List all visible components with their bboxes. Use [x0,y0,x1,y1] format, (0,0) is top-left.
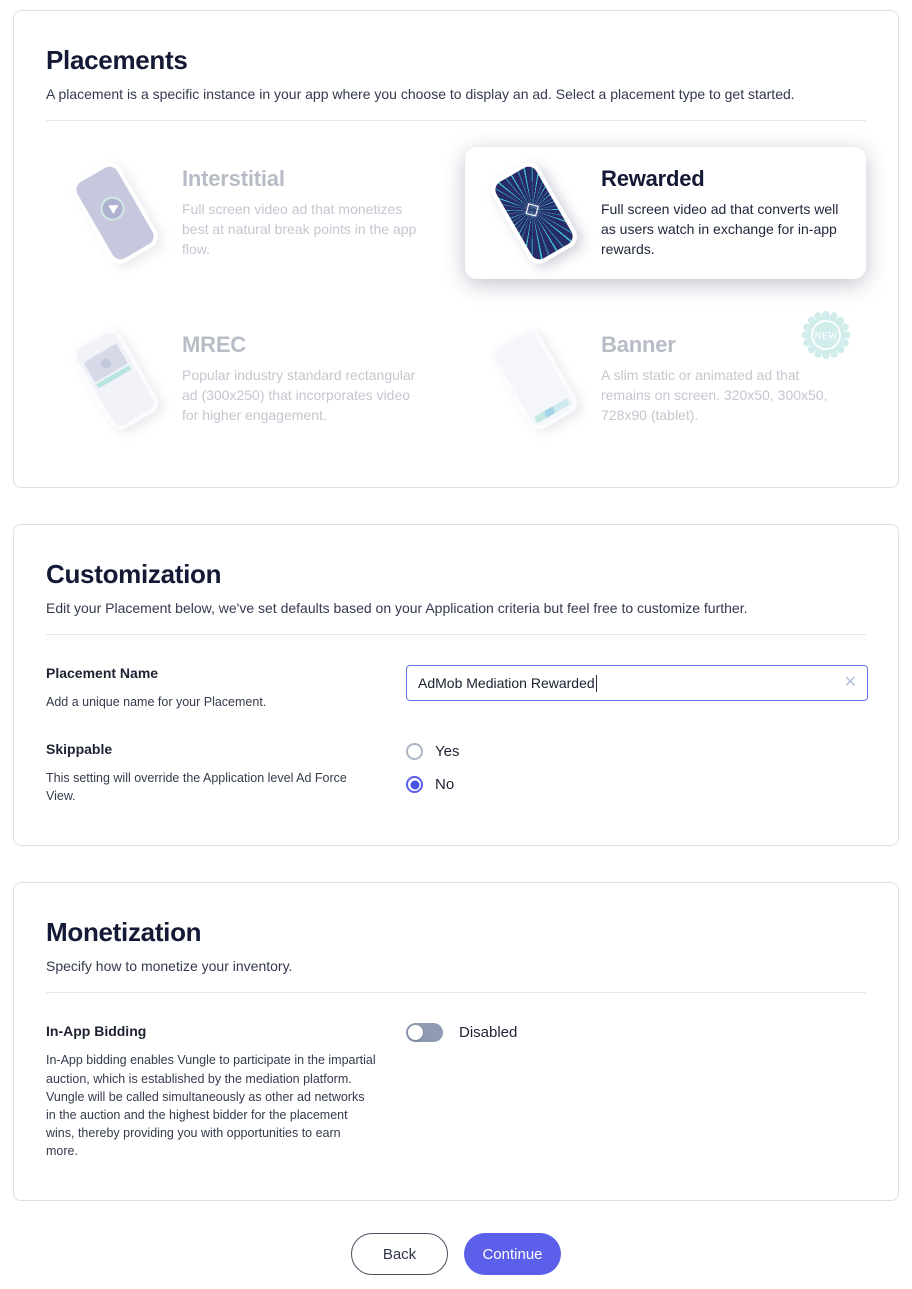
in-app-bidding-row [46,993,866,1160]
mrec-phone-icon [64,327,168,431]
in-app-bidding-state: Disabled [459,1024,518,1042]
customization-title: Customization [46,559,222,589]
placement-type-description: Full screen video ad that converts well as users watch in exchange for in-app rewards. [601,201,839,257]
placement-type-name: Banner [601,332,676,358]
customization-card [13,524,899,846]
in-app-bidding-help: In-App bidding enables Vungle to participate in the impartial auction, which is established by the mediation platform. Vungle will be called simultaneously as other ad networks in the auction and the highest bidder for the placement wins, thereby providing you with opportunities to earn more. [46,1053,376,1158]
placement-type-description: Full screen video ad that monetizes best at natural break points in the app flow. [182,201,417,257]
in-app-bidding-label: In-App Bidding [46,1023,147,1040]
skippable-label: Skippable [46,741,113,758]
monetization-subtitle: Specify how to monetize your inventory. [46,958,293,975]
new-badge-label: NEW [814,330,838,342]
in-app-bidding-toggle[interactable] [406,1023,443,1042]
banner-phone-icon [483,327,587,431]
placement-type-banner[interactable] [465,313,866,445]
radio-icon[interactable] [406,743,423,760]
placement-name-help: Add a unique name for your Placement. [46,695,267,709]
gem-icon: ◇ [519,196,545,223]
placements-title: Placements [46,45,188,75]
placement-name-value: AdMob Mediation Rewarded [418,675,595,691]
interstitial-phone-icon [64,161,168,265]
monetization-card [13,882,899,1201]
placements-subtitle: A placement is a specific instance in your app where you choose to display an ad. Select a placement type to get started. [46,86,795,102]
skippable-help: This setting will override the Application level Ad Force View. [46,771,347,804]
skippable-radio-group [406,741,866,793]
toggle-knob [408,1025,423,1040]
placement-type-interstitial[interactable] [46,147,447,279]
new-badge-icon [800,309,852,361]
rewarded-phone-icon [483,161,587,265]
placement-type-mrec[interactable] [46,313,447,445]
placements-card [13,10,899,488]
back-button[interactable]: Back [351,1233,448,1275]
skippable-option-no[interactable] [406,776,866,793]
clear-input-icon[interactable]: ✕ [843,674,857,691]
skippable-option-yes[interactable] [406,743,866,760]
placement-type-grid [46,121,866,447]
footer-actions [0,1233,912,1275]
placement-name-row [46,635,866,711]
placement-name-input[interactable] [406,665,868,701]
play-icon [96,192,129,225]
monetization-title: Monetization [46,917,202,948]
placement-type-name: Rewarded [601,166,705,192]
placement-type-name: MREC [182,332,246,358]
customization-subtitle: Edit your Placement below, we've set defaults based on your Application criteria but feel free to customize further. [46,600,748,616]
placement-type-description: Popular industry standard rectangular ad (300x250) that incorporates video for higher engagement. [182,367,416,423]
skippable-row [46,711,866,805]
text-caret [596,675,598,692]
placement-type-description: A slim static or animated ad that remains on screen. 320x50, 300x50, 728x90 (tablet). [601,367,828,423]
placement-name-label: Placement Name [46,665,159,681]
continue-button[interactable]: Continue [464,1233,561,1275]
radio-icon[interactable] [406,776,423,793]
radio-label[interactable]: No [435,776,455,794]
placement-type-name: Interstitial [182,166,285,192]
placement-type-rewarded[interactable] [465,147,866,279]
radio-label[interactable]: Yes [435,743,460,761]
